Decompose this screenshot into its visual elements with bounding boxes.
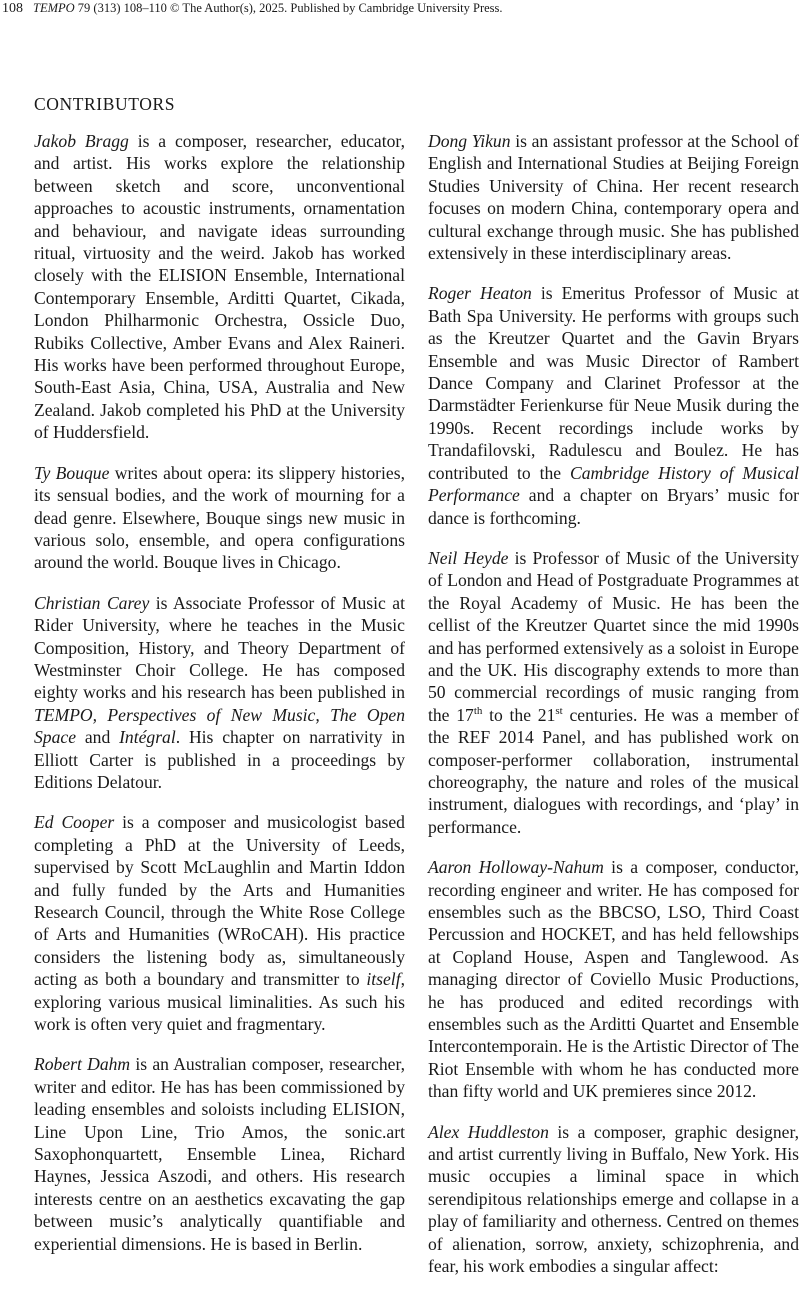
contributor-name: Dong Yikun [428, 131, 511, 151]
contributor-name: Ty Bouque [34, 462, 110, 483]
contributor-bio: centuries. He was a member of the REF 2014 Panel, and has published work on composer-performer collaboration, instrumental choreography, the nature and roles of the musical instrument, dialogues with recordings, and ‘play’ in performance. [428, 704, 800, 837]
emphasis-text: itself [366, 969, 401, 990]
publication-titles: TEMPO, Perspectives of New Music, The Open Space [34, 704, 405, 748]
contributor-bio: writes about opera: its slippery histories, its sensual bodies, and the work of mourning for a dead genre. Elsewhere, Bouque sings new music in various solo, ensemble, and opera configurations around the world. Bouque lives in Chicago. [34, 462, 405, 573]
contributor-entry [428, 547, 799, 838]
page-title: CONTRIBUTORS [34, 94, 176, 114]
contributor-name: Christian Carey [34, 592, 150, 613]
contributor-bio: is a composer, graphic designer, and artist currently living in Buffalo, New York. His music occupies a liminal space in which serendipitous relationships emerge and collapse in a play of familiarity and otherness. Centred on themes of alienation, sorrow, anxiety, schizophrenia, and fear, his work embodies a singular affect: [428, 1121, 799, 1277]
ordinal-suffix: th [473, 704, 483, 717]
running-header [2, 0, 503, 18]
contributor-name: Ed Cooper [34, 812, 115, 833]
contributor-entry [34, 1053, 405, 1255]
contributor-bio: is Professor of Music of the University of London and Head of Postgraduate Programmes at the Royal Academy of Music. He has been the cellist of the Kreutzer Quartet since the mid 1990s and has performed extensively as a soloist in Europe and the UK. His discography extends to more than 50 commercial recordings of music ranging from the 17 [428, 547, 799, 725]
contributor-bio: . His chapter on narrativity in Elliott Carter is published in a proceedings by Editions Delatour. [34, 727, 406, 792]
contributor-name: Roger Heaton [428, 283, 532, 304]
publication-title: Cambridge History of Musical Performance [428, 462, 800, 506]
contributor-bio: , exploring various musical liminalities. As such his work is often very quiet and fragmentary. [34, 969, 405, 1035]
contributor-name: Neil Heyde [428, 547, 509, 568]
contributor-name: Alex Huddleston [428, 1121, 549, 1142]
contributor-bio: is a composer, researcher, educator, and artist. His works explore the relationship between sketch and score, unconventional approaches to acoustic instruments, ornamentation and behaviour, and navigate ideas surrounding ritual, virtuosity and the weird. Jakob has worked closely with the ELISION Ensemble, International Contemporary Ensemble, Arditti Quartet, Cikada, London Philharmonic Orchestra, Ossicle Duo, Rubiks Collective, Amber Evans and Alex Raineri. His works have been performed throughout Europe, South-East Asia, China, USA, Australia and New Zealand. Jakob completed his PhD at the University of Huddersfield. [34, 131, 405, 443]
contributor-entry [428, 856, 799, 1102]
contributor-bio: is an assistant professor at the School of English and International Studies at Beijing Foreign Studies University of China. Her recent research focuses on modern China, contemporary opera and cultural exchange through music. She has published extensively in these interdisciplinary areas. [428, 131, 799, 264]
contributor-entry [428, 282, 799, 528]
contributor-bio: is a composer, conductor, recording engineer and writer. He has composed for ensembles such as the BBCSO, LSO, Third Coast Percussion and HOCKET, and has held fellowships at Copland House, Aspen and Tanglewood. As managing director of Coviello Music Productions, he has produced and edited recordings with ensembles such as the Arditti Quartet and Ensemble Intercontemporain. He is the Artistic Director of The Riot Ensemble with whom he has conducted more than fifty world and UK premieres since 2012. [428, 857, 799, 1102]
journal-name: TEMPO [33, 1, 75, 15]
contributor-bio: and [76, 727, 120, 748]
contributor-entry [34, 130, 405, 444]
contributor-name: Robert Dahm [34, 1054, 131, 1075]
contributor-entry [428, 1121, 799, 1278]
contributor-entry [34, 462, 405, 574]
left-column [34, 130, 405, 1273]
page-number: 108 [2, 1, 23, 16]
contributor-bio: is Associate Professor of Music at Rider University, where he teaches in the Music Composition, History, and Theory Department of Westminster Choir College. He has composed eighty works and his research has been published in [34, 592, 405, 703]
contributor-name: Aaron Holloway-Nahum [428, 857, 604, 878]
ordinal-suffix: st [555, 704, 563, 717]
contributor-bio: to the 21 [482, 704, 556, 725]
contributor-name: Jakob Bragg [34, 131, 129, 151]
citation-line: 79 (313) 108–110 © The Author(s), 2025. Published by Cambridge University Press. [77, 1, 503, 15]
publication-title: Intégral [119, 727, 176, 748]
contributor-bio: is a composer and musicologist based completing a PhD at the University of Leeds, supervised by Scott McLaughlin and Martin Iddon and fully funded by the Arts and Humanities Research Council, through the White Rose College of Arts and Humanities (WRoCAH). His practice considers the listening body as, simultaneously acting as both a boundary and transmitter to [34, 812, 405, 990]
contributor-bio: is an Australian composer, researcher, writer and editor. He has has been commissioned by leading ensembles and soloists including ELISION, Line Upon Line, Trio Amos, the sonic.art Saxophonquartett, Ensemble Linea, Richard Haynes, Jessica Aszodi, and others. His research interests centre on an aesthetics excavating the gap between music’s analytically quantifiable and experiential dimensions. He is based in Berlin. [34, 1054, 405, 1254]
right-column [428, 130, 799, 1296]
contributor-entry [34, 811, 405, 1035]
contributor-entry [428, 130, 799, 264]
contributor-bio: and a chapter on Bryars’ music for dance is forthcoming. [428, 485, 799, 528]
contributor-entry [34, 592, 405, 794]
contributor-bio: is Emeritus Professor of Music at Bath Spa University. He performs with groups such as the Kreutzer Quartet and the Gavin Bryars Ensemble and was Music Director of Rambert Dance Company and Clarinet Professor at the Darmstädter Ferienkurse für Neue Musik during the 1990s. Recent recordings include works by Trandafilovski, Radulescu and Boulez. He has contributed to the [428, 283, 799, 483]
